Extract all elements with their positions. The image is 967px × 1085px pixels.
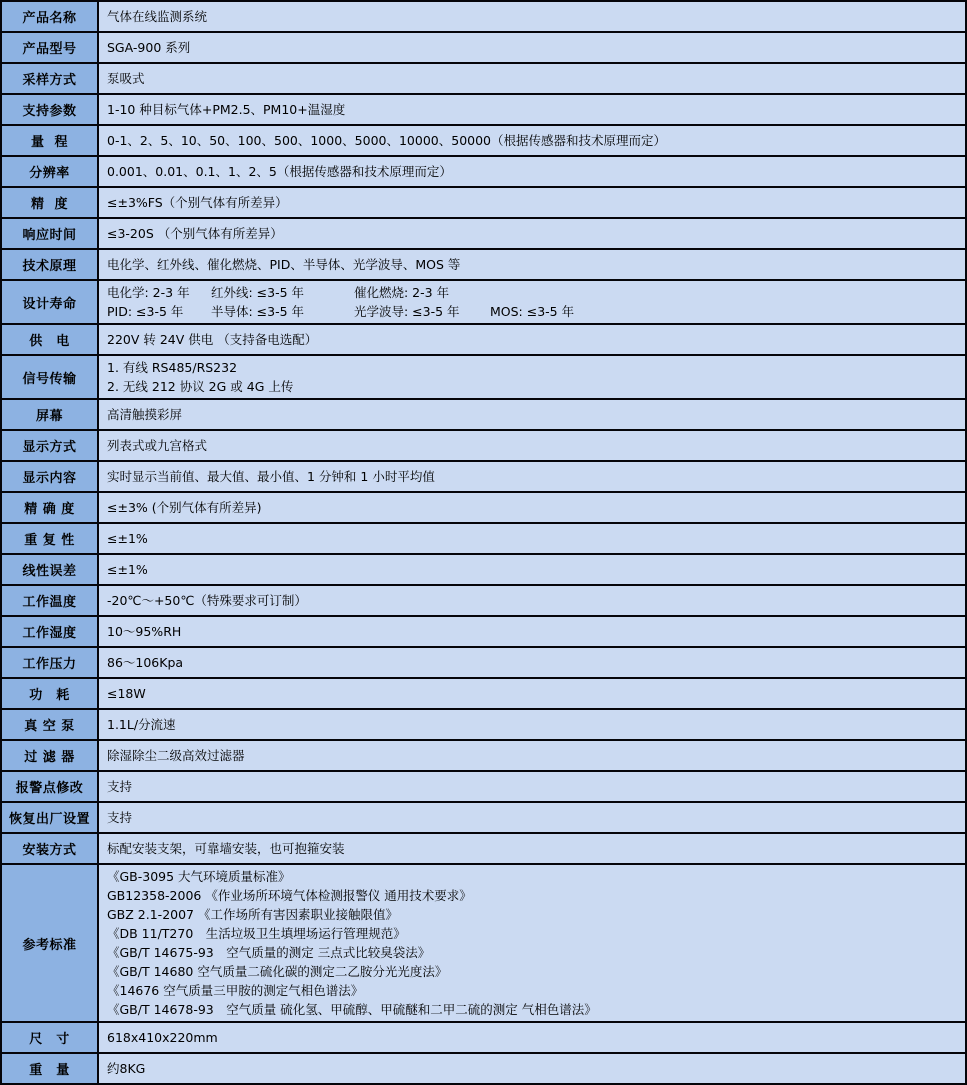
spec-value-line: 《GB/T 14678-93 空气质量 硫化氢、甲硫醇、甲硫醚和二甲二硫的测定 气相色谱法》	[107, 1002, 597, 1017]
table-row	[1, 218, 966, 249]
spec-value-line: 0-1、2、5、10、50、100、500、1000、5000、10000、50000（根据传感器和技术原理而定）	[107, 133, 667, 148]
spec-value	[98, 249, 966, 280]
spec-value-line: 支持	[107, 779, 133, 794]
spec-value-line: 《DB 11/T270 生活垃圾卫生填埋场运行管理规范》	[107, 926, 406, 941]
spec-label: 重 复 性	[1, 523, 98, 554]
table-row	[1, 864, 966, 1022]
spec-label: 恢复出厂设置	[1, 802, 98, 833]
spec-label: 真 空 泵	[1, 709, 98, 740]
table-row	[1, 740, 966, 771]
table-row	[1, 399, 966, 430]
spec-value-segment: 电化学: 2-3 年	[107, 285, 190, 300]
spec-value-segment: 催化燃烧: 2-3 年	[354, 285, 450, 300]
table-row	[1, 1022, 966, 1053]
spec-label: 产品名称	[1, 1, 98, 32]
table-row	[1, 187, 966, 218]
spec-value-line: 《GB/T 14680 空气质量二硫化碳的测定二乙胺分光光度法》	[107, 964, 448, 979]
spec-value	[98, 32, 966, 63]
spec-label: 参考标准	[1, 864, 98, 1022]
spec-value	[98, 802, 966, 833]
spec-value-line: 10～95%RH	[107, 624, 182, 639]
table-row	[1, 63, 966, 94]
table-row	[1, 324, 966, 355]
spec-label: 技术原理	[1, 249, 98, 280]
spec-value-segment: MOS: ≤3-5 年	[490, 304, 575, 319]
spec-value-line: 支持	[107, 810, 133, 825]
spec-value-segment: 半导体: ≤3-5 年	[211, 304, 305, 319]
spec-value-line: 220V 转 24V 供电 （支持备电选配）	[107, 332, 318, 347]
spec-value	[98, 461, 966, 492]
spec-label: 过 滤 器	[1, 740, 98, 771]
table-row	[1, 616, 966, 647]
spec-value-line: 列表式或九宫格式	[107, 438, 208, 453]
spec-value	[98, 740, 966, 771]
spec-value	[98, 833, 966, 864]
spec-label: 显示方式	[1, 430, 98, 461]
spec-value	[98, 125, 966, 156]
spec-value-line: 标配安装支架，可靠墙安装，也可抱箍安装	[107, 841, 345, 856]
table-row	[1, 678, 966, 709]
table-row	[1, 554, 966, 585]
spec-value	[98, 355, 966, 399]
spec-value-line: 0.001、0.01、0.1、1、2、5（根据传感器和技术原理而定）	[107, 164, 452, 179]
spec-value-line: 高清触摸彩屏	[107, 407, 183, 422]
spec-value-line: 1.1L/分流速	[107, 717, 176, 732]
spec-value-segment: 光学波导: ≤3-5 年	[354, 304, 460, 319]
spec-rows	[1, 1, 966, 1084]
spec-value-line: 86～106Kpa	[107, 655, 184, 670]
table-row	[1, 709, 966, 740]
spec-value	[98, 864, 966, 1022]
spec-value-line: 《GB/T 14675-93 空气质量的测定 三点式比较臭袋法》	[107, 945, 431, 960]
spec-value-line: ≤±1%	[107, 562, 148, 577]
spec-value-line: GB12358-2006 《作业场所环境气体检测报警仪 通用技术要求》	[107, 888, 472, 903]
spec-value	[98, 585, 966, 616]
spec-value-line: 618x410x220mm	[107, 1030, 218, 1045]
table-row	[1, 32, 966, 63]
spec-value	[98, 280, 966, 324]
spec-value	[98, 771, 966, 802]
spec-label: 信号传输	[1, 355, 98, 399]
spec-label: 精 度	[1, 187, 98, 218]
spec-value	[98, 647, 966, 678]
table-row	[1, 802, 966, 833]
spec-value-line: 1. 有线 RS485/RS232	[107, 360, 238, 375]
spec-label: 工作压力	[1, 647, 98, 678]
table-row	[1, 585, 966, 616]
spec-value-line: 1-10 种目标气体+PM2.5、PM10+温湿度	[107, 102, 346, 117]
spec-value	[98, 430, 966, 461]
spec-label: 重 量	[1, 1053, 98, 1084]
spec-value-segment: PID: ≤3-5 年	[107, 304, 184, 319]
spec-value-line: ≤18W	[107, 686, 146, 701]
spec-value-line: 2. 无线 212 协议 2G 或 4G 上传	[107, 379, 294, 394]
spec-value	[98, 94, 966, 125]
table-row	[1, 249, 966, 280]
table-row	[1, 833, 966, 864]
table-row	[1, 156, 966, 187]
spec-label: 支持参数	[1, 94, 98, 125]
spec-value	[98, 523, 966, 554]
spec-label: 工作湿度	[1, 616, 98, 647]
table-row	[1, 1053, 966, 1084]
spec-label: 响应时间	[1, 218, 98, 249]
spec-value-line: 《GB-3095 大气环境质量标准》	[107, 869, 291, 884]
spec-value	[98, 616, 966, 647]
table-row	[1, 492, 966, 523]
table-row	[1, 647, 966, 678]
spec-value-line: ≤±3%FS（个别气体有所差异）	[107, 195, 288, 210]
table-row	[1, 280, 966, 324]
spec-label: 设计寿命	[1, 280, 98, 324]
spec-label: 精 确 度	[1, 492, 98, 523]
spec-value-line: 实时显示当前值、最大值、最小值、1 分钟和 1 小时平均值	[107, 469, 435, 484]
spec-label: 安装方式	[1, 833, 98, 864]
spec-value	[98, 1022, 966, 1053]
spec-label: 采样方式	[1, 63, 98, 94]
spec-value-line: ≤±1%	[107, 531, 148, 546]
table-row	[1, 771, 966, 802]
spec-value	[98, 1053, 966, 1084]
spec-label: 量 程	[1, 125, 98, 156]
spec-value-line	[107, 283, 957, 302]
spec-label: 供 电	[1, 324, 98, 355]
spec-value	[98, 1, 966, 32]
spec-label: 报警点修改	[1, 771, 98, 802]
table-row	[1, 355, 966, 399]
spec-value-line: SGA-900 系列	[107, 40, 191, 55]
spec-value-line: 约8KG	[107, 1061, 146, 1076]
spec-value	[98, 156, 966, 187]
table-row	[1, 523, 966, 554]
spec-value	[98, 678, 966, 709]
spec-value-line: -20℃～+50℃（特殊要求可订制）	[107, 593, 307, 608]
spec-value	[98, 63, 966, 94]
spec-value-line: 《14676 空气质量三甲胺的测定气相色谱法》	[107, 983, 364, 998]
spec-label: 屏幕	[1, 399, 98, 430]
spec-value	[98, 187, 966, 218]
spec-label: 功 耗	[1, 678, 98, 709]
spec-value-line: GBZ 2.1-2007 《工作场所有害因素职业接触限值》	[107, 907, 398, 922]
spec-label: 分辨率	[1, 156, 98, 187]
spec-label: 尺 寸	[1, 1022, 98, 1053]
spec-label: 显示内容	[1, 461, 98, 492]
spec-value-line: 除湿除尘二级高效过滤器	[107, 748, 245, 763]
spec-label: 线性误差	[1, 554, 98, 585]
spec-value-line	[107, 302, 957, 321]
spec-value	[98, 554, 966, 585]
spec-value-line: 泵吸式	[107, 71, 145, 86]
table-row	[1, 430, 966, 461]
spec-value	[98, 218, 966, 249]
spec-value	[98, 492, 966, 523]
table-row	[1, 94, 966, 125]
spec-value-line: 电化学、红外线、催化燃烧、PID、半导体、光学波导、MOS 等	[107, 257, 461, 272]
spec-label: 产品型号	[1, 32, 98, 63]
spec-value-line: 气体在线监测系统	[107, 9, 208, 24]
spec-value-line: ≤±3% (个别气体有所差异)	[107, 500, 262, 515]
spec-value	[98, 399, 966, 430]
table-row	[1, 1, 966, 32]
spec-value-segment: 红外线: ≤3-5 年	[211, 285, 305, 300]
spec-value	[98, 709, 966, 740]
table-row	[1, 461, 966, 492]
spec-value	[98, 324, 966, 355]
spec-label: 工作温度	[1, 585, 98, 616]
spec-value-line: ≤3-20S （个别气体有所差异）	[107, 226, 283, 241]
table-row	[1, 125, 966, 156]
